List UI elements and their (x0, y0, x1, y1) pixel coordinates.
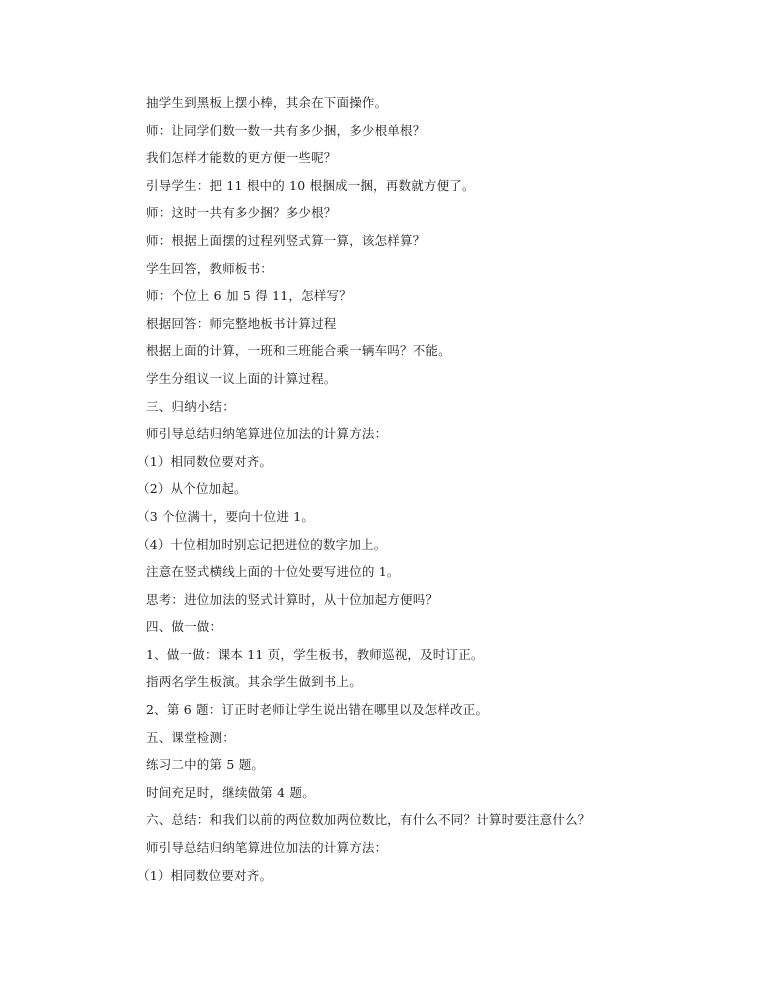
text-line: 时间充足时，继续做第 4 题。 (146, 784, 315, 800)
text-line: 学生分组议一议上面的计算过程。 (146, 370, 337, 386)
text-line: 抽学生到黑板上摆小棒，其余在下面操作。 (146, 95, 388, 110)
text-line: 师引导总结归纳笔算进位加法的计算方法： (146, 840, 388, 856)
list-item: （1）相同数位要对齐。 (137, 867, 273, 883)
text-line: 学生回答，教师板书： (146, 260, 274, 276)
text-line: 引导学生：把 11 根中的 10 根捆成一捆，再数就方便了。 (146, 177, 475, 193)
text-line: 师：个位上 6 加 5 得 11，怎样写？ (146, 288, 352, 304)
section-heading: 六、总结：和我们以前的两位数加两位数比，有什么不同？计算时要注意什么？ (146, 812, 591, 828)
text-line: 1、做一做：课本 11 页，学生板书，教师巡视，及时订正。 (146, 646, 484, 662)
text-line: 根据回答：师完整地板书计算过程 (146, 315, 337, 331)
text-line: 指两名学生板演。其余学生做到书上。 (146, 674, 362, 690)
text-line: 师引导总结归纳笔算进位加法的计算方法： (146, 426, 388, 442)
text-line: 注意在竖式横线上面的十位处要写进位的 1。 (146, 564, 400, 580)
text-line: 思考：进位加法的竖式计算时，从十位加起方便吗？ (146, 591, 439, 607)
text-line: 师：让同学们数一数一共有多少捆，多少根单根？ (146, 122, 426, 138)
list-item: （3 个位满十，要向十位进 1。 (137, 508, 315, 524)
text-line: 练习二中的第 5 题。 (146, 757, 265, 773)
text-line: 师：这时一共有多少捆？多少根？ (146, 205, 337, 221)
list-item: （4）十位相加时别忘记把进位的数字加上。 (137, 536, 387, 552)
list-item: （2）从个位加起。 (137, 481, 247, 497)
text-line: 根据上面的计算，一班和三班能合乘一辆车吗？不能。 (146, 343, 451, 359)
section-heading: 三、归纳小结： (146, 398, 235, 414)
section-heading: 四、做一做： (146, 619, 223, 635)
section-heading: 五、课堂检测： (146, 729, 235, 745)
document-body (137, 89, 666, 889)
text-line: 师：根据上面摆的过程列竖式算一算，该怎样算？ (146, 232, 426, 248)
list-item: （1）相同数位要对齐。 (137, 453, 273, 469)
text-line: 我们怎样才能数的更方便一些呢？ (146, 150, 337, 166)
text-line: 2、第 6 题：订正时老师让学生说出错在哪里以及怎样改正。 (146, 702, 489, 718)
